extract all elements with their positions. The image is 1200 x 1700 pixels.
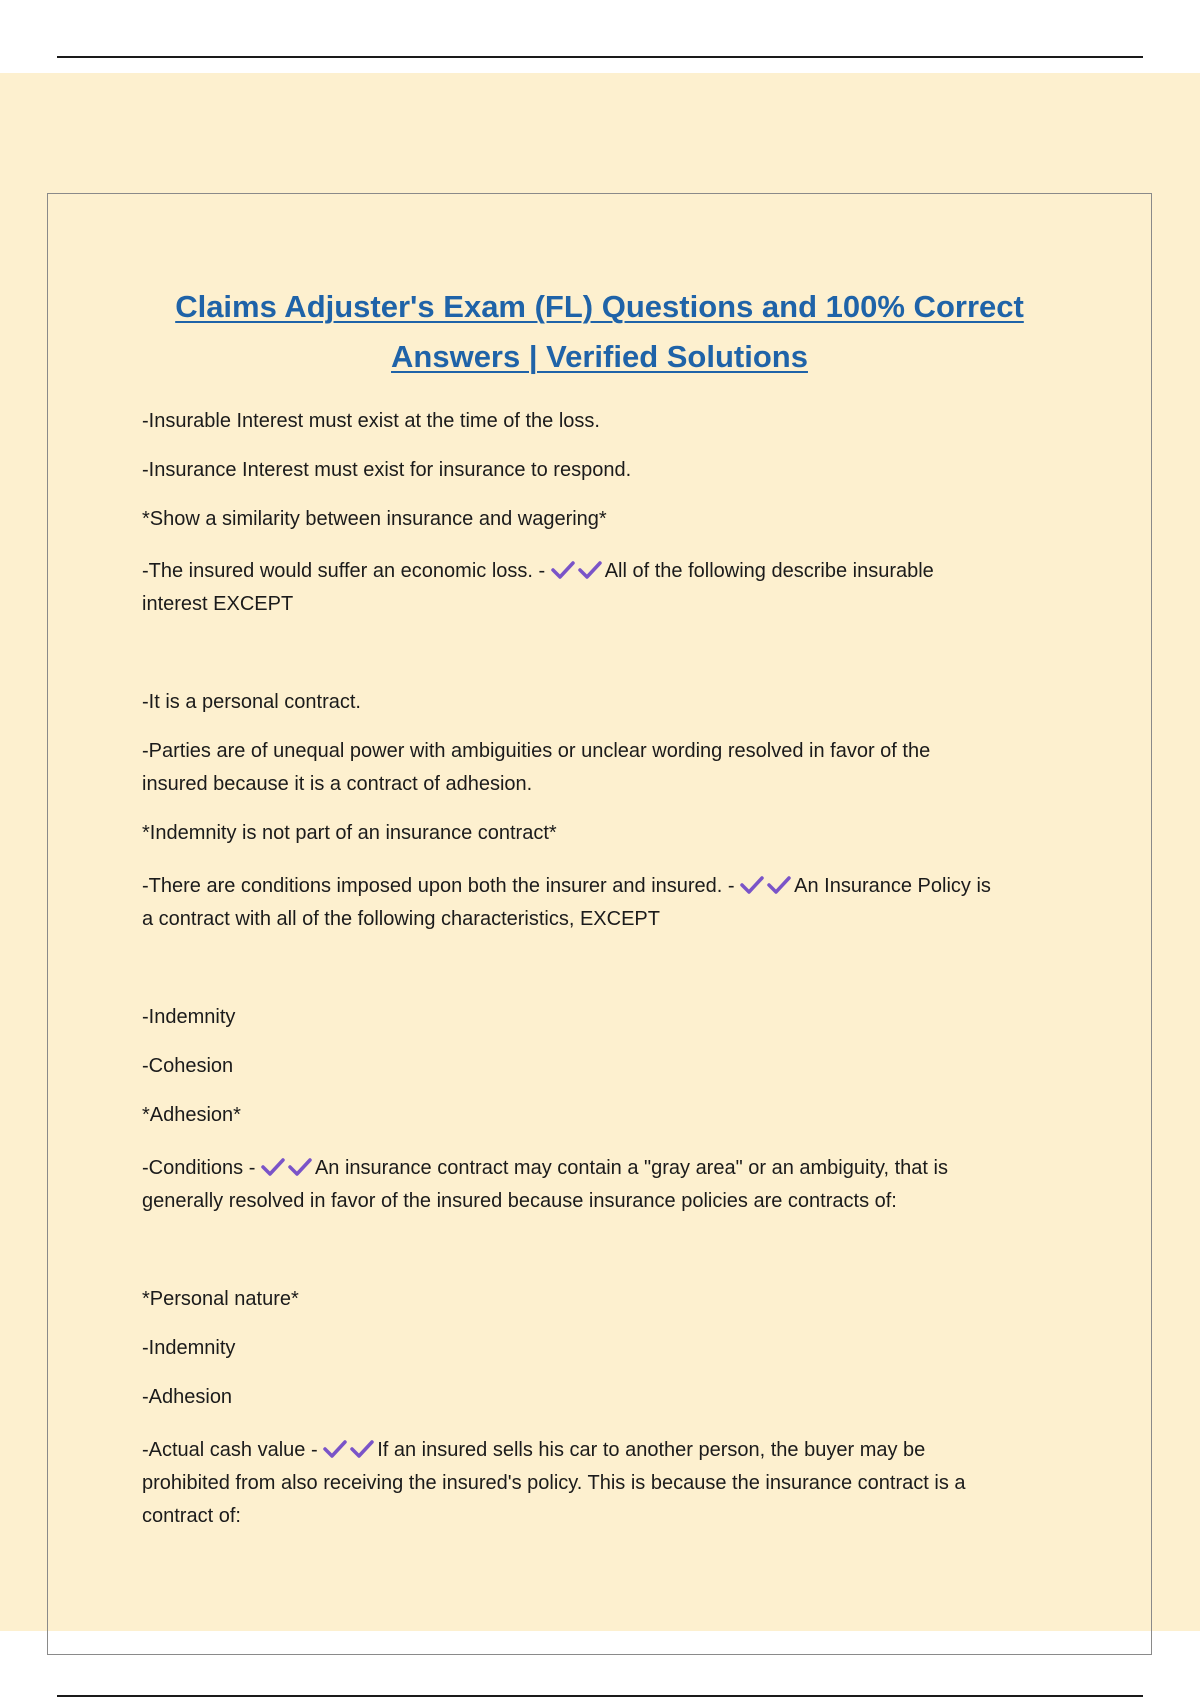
text-line: [142, 555, 1122, 588]
text-line: *Indemnity is not part of an insurance contract*: [142, 822, 557, 844]
text-line: -It is a personal contract.: [142, 691, 361, 713]
text-line: *Adhesion*: [142, 1104, 241, 1126]
text-line: -Parties are of unequal power with ambiguities or unclear wording resolved in favor of the: [142, 740, 931, 762]
title-line-1: Claims Adjuster's Exam (FL) Questions and 100% Correct: [175, 289, 1024, 324]
top-rule: [57, 56, 1143, 58]
document-title: [48, 282, 1151, 382]
answer-text: -The insured would suffer an economic loss. -: [142, 560, 551, 582]
text-line: [142, 1434, 1122, 1467]
answer-text: -There are conditions imposed upon both the insurer and insured. -: [142, 875, 741, 897]
text-line: -Cohesion: [142, 1055, 234, 1077]
title-line-2: Answers | Verified Solutions: [391, 339, 808, 374]
page-background: [0, 73, 1200, 1631]
text-line: -Insurance Interest must exist for insurance to respond.: [142, 459, 632, 481]
check-icon: [578, 560, 605, 580]
check-icon: [767, 875, 794, 895]
check-icon: [740, 875, 767, 895]
check-icon: [551, 560, 578, 580]
text-line: *Personal nature*: [142, 1288, 299, 1310]
text-line: *Show a similarity between insurance and wagering*: [142, 508, 607, 530]
check-icon: [261, 1157, 288, 1177]
text-line: generally resolved in favor of the insured because insurance policies are contracts of:: [142, 1190, 897, 1212]
text-line: -Adhesion: [142, 1386, 233, 1408]
bottom-rule: [57, 1695, 1143, 1697]
question-text: If an insured sells his car to another person, the buyer may be: [377, 1439, 926, 1461]
text-line: -Indemnity: [142, 1006, 236, 1028]
text-line: interest EXCEPT: [142, 593, 294, 615]
text-line: [142, 870, 1122, 903]
check-icon: [323, 1439, 350, 1459]
answer-text: -Conditions -: [142, 1157, 261, 1179]
text-line: contract of:: [142, 1505, 241, 1527]
text-line: [142, 1152, 1122, 1185]
text-line: insured because it is a contract of adhesion.: [142, 773, 533, 795]
check-icon: [288, 1157, 315, 1177]
text-line: -Indemnity: [142, 1337, 236, 1359]
text-line: -Insurable Interest must exist at the time of the loss.: [142, 410, 600, 432]
question-text: An insurance contract may contain a "gray area" or an ambiguity, that is: [314, 1157, 948, 1179]
question-text: All of the following describe insurable: [604, 560, 934, 582]
question-text: An Insurance Policy is: [794, 875, 991, 897]
answer-text: -Actual cash value -: [142, 1439, 324, 1461]
text-line: prohibited from also receiving the insured's policy. This is because the insurance contract is a: [142, 1472, 966, 1494]
text-line: a contract with all of the following characteristics, EXCEPT: [142, 908, 660, 930]
content-frame: [47, 193, 1152, 1655]
check-icon: [350, 1439, 377, 1459]
